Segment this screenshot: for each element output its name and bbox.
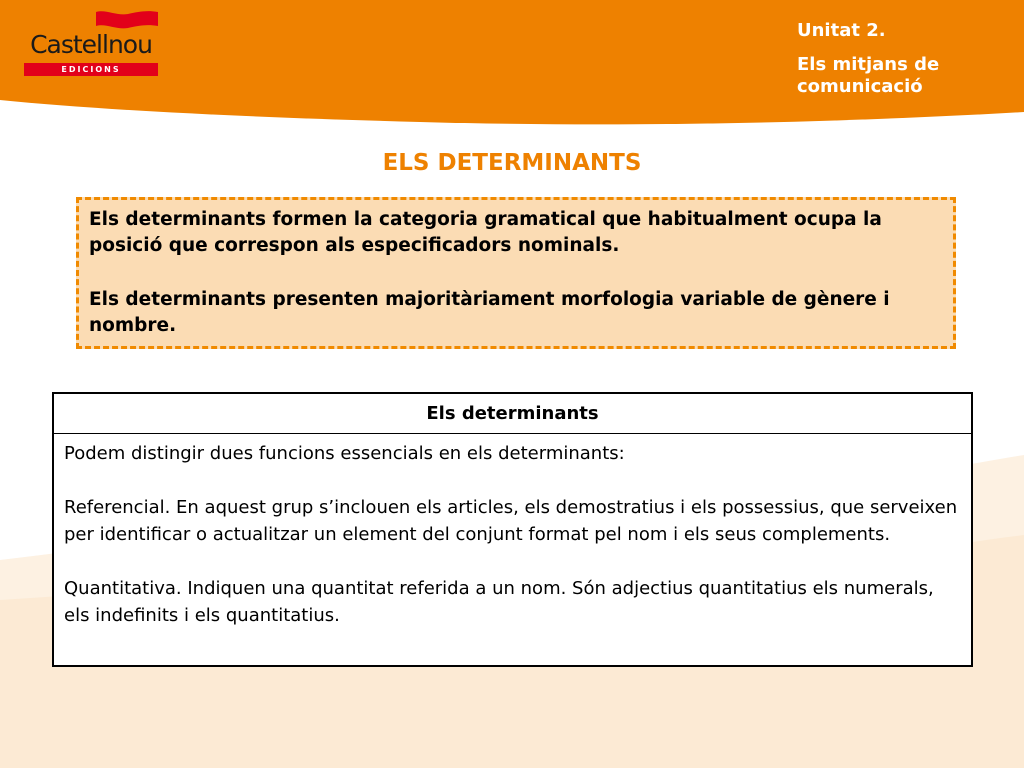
table-body — [54, 434, 971, 629]
page-title: ELS DETERMINANTS — [382, 150, 642, 176]
table-paragraph: Quantitativa. Indiquen una quantitat referida a un nom. Són adjectius quantitatius els numerals, els indefinits i els quantitatius. — [64, 578, 934, 626]
publisher-logo — [24, 10, 158, 76]
table-paragraph: Podem distingir dues funcions essencials en els determinants: — [64, 443, 625, 464]
table-header: Els determinants — [54, 394, 971, 434]
definition-box — [76, 197, 956, 349]
logo-subtitle: EDICIONS — [61, 65, 121, 74]
unit-number: Unitat 2. — [797, 20, 886, 41]
definition-paragraph: Els determinants formen la categoria gramatical que habitualment ocupa la posició que correspon als especificadors nominals. — [89, 209, 882, 256]
logo-band — [24, 63, 158, 76]
unit-heading — [797, 20, 997, 98]
definition-paragraph: Els determinants presenten majoritàriament morfologia variable de gènere i nombre. — [89, 289, 890, 336]
unit-name: Els mitjans de comunicació — [797, 54, 940, 97]
logo-wordmark: Castellnou — [30, 30, 152, 59]
functions-table — [52, 392, 973, 667]
table-paragraph: Referencial. En aquest grup s’inclouen els articles, els demostratius i els possessius, que serveixen per identificar o actualitzar un element del conjunt format pel nom i els seus complements. — [64, 497, 958, 545]
